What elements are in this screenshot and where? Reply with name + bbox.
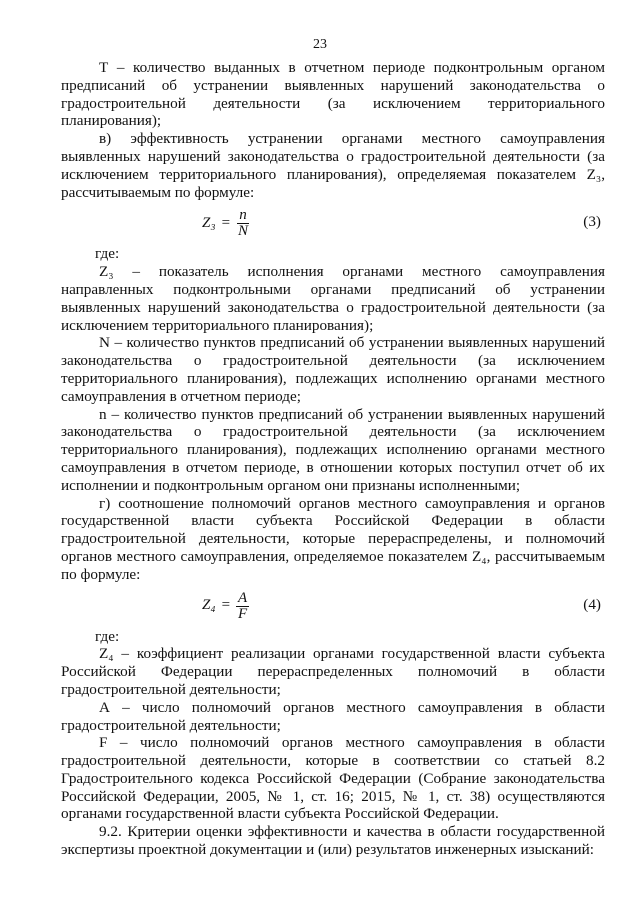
formula-4-lhs: Z₄ <box>202 597 216 614</box>
document-body <box>61 59 605 859</box>
formula-3-lhs: Z₃ <box>202 214 216 231</box>
formula-4-fraction <box>236 591 249 622</box>
formula-3-numerator: n <box>239 207 247 224</box>
formula-4-number: (4) <box>583 595 601 613</box>
formula-4-denominator: F <box>238 605 248 622</box>
paragraph-section-9-2: 9.2. Критерии оценки эффективности и качества в области государственной экспертизы проектной документации и (или) результатов инженерных изысканий: <box>61 823 605 859</box>
formula-4-numerator: A <box>238 589 248 606</box>
paragraph-criterion-v: в) эффективность устранении органами местного самоуправления выявленных нарушений законодательства о градостроительной деятельности (за исключением территориального планирования), определяемая показателем Z₃, рассчитываемым по формуле: <box>61 130 605 201</box>
paragraph-z4-definition: Z₄ – коэффициент реализации органами государственной власти субъекта Российской Федерации перераспределенных полномочий в области градостроительной деятельности; <box>61 645 605 698</box>
paragraph-criterion-g: г) соотношение полномочий органов местного самоуправления и органов государственной власти субъекта Российской Федерации в области градостроительной деятельности, которые перераспределены, и полномочий органов местного самоуправления, определяемое показателем Z₄, рассчитываемым по формуле: <box>61 494 605 583</box>
formula-3-fraction <box>236 208 250 239</box>
where-label-2: где: <box>95 627 120 645</box>
paragraph-n-lower-definition: n – количество пунктов предписаний об устранении выявленных нарушений законодательства о градостроительной деятельности (за исключением территориального планирования), подлежащих исполнению органами местного самоуправления в отчетом периоде, в отношении которых поступил отчет об их исполнении и подконтрольным органом они признаны исполненными; <box>61 405 605 494</box>
formula-3-denominator: N <box>238 223 249 240</box>
paragraph-f-definition: F – число полномочий органов местного самоуправления в области градостроительной деятельности, которые в соответствии со статьей 8.2 Градостроительного кодекса Российской Федерации (Собрание законодательства Российской Федерации, 2005, № 1, ст. 16; 2015, № 1, ст. 38) осуществляются органами государственной власти субъекта Российской Федерации. <box>61 734 605 823</box>
formula-3 <box>61 203 605 243</box>
formula-3-number: (3) <box>583 213 601 231</box>
formula-3-equals: = <box>221 214 231 231</box>
page-number: 23 <box>313 37 327 52</box>
where-label-1: где: <box>95 245 120 263</box>
formula-4-equals: = <box>221 597 231 614</box>
formula-4 <box>61 586 605 626</box>
paragraph-a-definition: А – число полномочий органов местного самоуправления в области градостроительной деятельности; <box>61 698 605 734</box>
paragraph-z3-definition: Z₃ – показатель исполнения органами местного самоуправления направленных подконтрольными органами предписаний об устранении выявленных нарушений законодательства о градостроительной деятельности (за исключением территориального планирования); <box>61 263 605 334</box>
paragraph-t-definition: Т – количество выданных в отчетном периоде подконтрольным органом предписаний об устранении выявленных нарушений законодательства о градостроительной деятельности (за исключением территориального планирования); <box>61 59 605 130</box>
paragraph-n-upper-definition: N – количество пунктов предписаний об устранении выявленных нарушений законодательства о градостроительной деятельности (за исключением территориального планирования), подлежащих исполнению органами местного самоуправления в отчетном периоде; <box>61 334 605 405</box>
